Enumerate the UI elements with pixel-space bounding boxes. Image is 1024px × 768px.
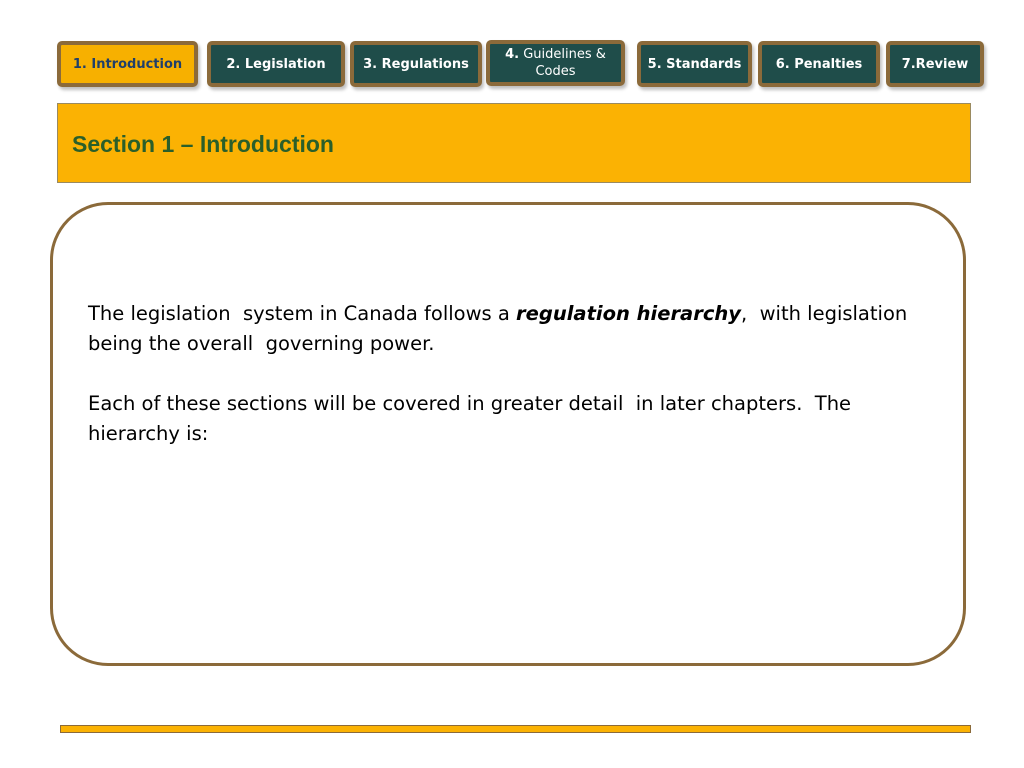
regulation-hierarchy-emphasis: regulation hierarchy [516,302,741,325]
tab-introduction[interactable] [57,41,198,87]
tab-review[interactable] [886,41,984,87]
tab-standards[interactable] [637,41,752,87]
tab-guidelines-codes-label [505,46,606,80]
content-panel [50,202,966,666]
tab-guidelines-text: Guidelines & [519,47,606,62]
hierarchy-paragraph: Each of these sections will be covered in greater detail in later chapters. The hierarchy is: [88,392,858,445]
tab-standards-label: 5. Standards [647,56,742,72]
tab-guidelines-number: 4. [505,47,520,62]
section-banner [57,103,971,183]
tab-regulations[interactable] [350,41,482,87]
content-text [88,299,938,479]
tab-legislation-label: 2. Legislation [226,56,326,72]
intro-text-start: The legislation system in Canada follows a [88,302,517,325]
footer-bar [60,725,971,733]
tab-legislation[interactable] [207,41,345,87]
tab-introduction-label: 1. Introduction [72,56,183,72]
tab-review-label: 7.Review [901,56,969,72]
intro-text-end: , with legislation being the overall governing power. [88,302,914,355]
tab-penalties[interactable] [758,41,880,87]
tab-guidelines-codes[interactable] [486,40,625,86]
intro-paragraph [88,299,938,359]
tab-penalties-label: 6. Penalties [775,56,863,72]
section-title: Section 1 – Introduction [72,131,334,157]
tab-codes-text: Codes [535,64,576,79]
tab-regulations-label: 3. Regulations [363,56,469,72]
